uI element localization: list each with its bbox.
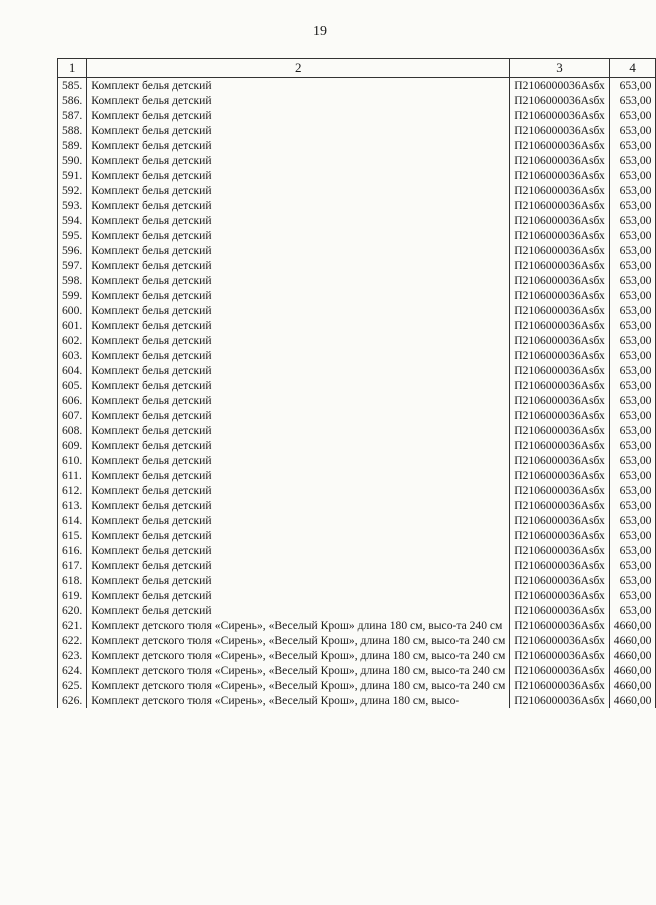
item-code: П2106000036Аsбх: [510, 588, 609, 603]
item-name: Комплект детского тюля «Сирень», «Веселый Крош» длина 180 см, высо-та 240 см: [87, 618, 510, 633]
row-number: 588.: [58, 123, 87, 138]
table-row: [58, 393, 656, 408]
row-number: 614.: [58, 513, 87, 528]
item-code: П2106000036Аsбх: [510, 693, 609, 708]
item-price: 653,00: [609, 588, 656, 603]
item-price: 653,00: [609, 183, 656, 198]
item-price: 4660,00: [609, 618, 656, 633]
item-price: 653,00: [609, 408, 656, 423]
item-name: Комплект белья детский: [87, 228, 510, 243]
item-price: 4660,00: [609, 633, 656, 648]
item-code: П2106000036Аsбх: [510, 678, 609, 693]
item-price: 653,00: [609, 273, 656, 288]
table-row: [58, 633, 656, 648]
item-name: Комплект белья детский: [87, 273, 510, 288]
item-name: Комплект белья детский: [87, 348, 510, 363]
row-number: 611.: [58, 468, 87, 483]
item-code: П2106000036Аsбх: [510, 273, 609, 288]
item-code: П2106000036Аsбх: [510, 198, 609, 213]
item-code: П2106000036Аsбх: [510, 438, 609, 453]
row-number: 612.: [58, 483, 87, 498]
table-row: [58, 513, 656, 528]
table-row: [58, 618, 656, 633]
item-code: П2106000036Аsбх: [510, 378, 609, 393]
item-code: П2106000036Аsбх: [510, 603, 609, 618]
item-name: Комплект белья детский: [87, 198, 510, 213]
row-number: 610.: [58, 453, 87, 468]
row-number: 603.: [58, 348, 87, 363]
item-price: 653,00: [609, 603, 656, 618]
item-name: Комплект белья детский: [87, 303, 510, 318]
table-row: [58, 318, 656, 333]
item-price: 653,00: [609, 513, 656, 528]
item-code: П2106000036Аsбх: [510, 408, 609, 423]
table-row: [58, 198, 656, 213]
item-code: П2106000036Аsбх: [510, 498, 609, 513]
item-price: 4660,00: [609, 693, 656, 708]
table-row: [58, 573, 656, 588]
table-row: [58, 498, 656, 513]
item-name: Комплект белья детский: [87, 318, 510, 333]
item-name: Комплект белья детский: [87, 333, 510, 348]
item-code: П2106000036Аsбх: [510, 348, 609, 363]
item-name: Комплект белья детский: [87, 573, 510, 588]
row-number: 604.: [58, 363, 87, 378]
item-name: Комплект детского тюля «Сирень», «Веселый Крош», длина 180 см, высо-та 240 см: [87, 648, 510, 663]
row-number: 620.: [58, 603, 87, 618]
item-name: Комплект белья детский: [87, 288, 510, 303]
item-code: П2106000036Аsбх: [510, 468, 609, 483]
item-code: П2106000036Аsбх: [510, 93, 609, 108]
row-number: 601.: [58, 318, 87, 333]
row-number: 595.: [58, 228, 87, 243]
table-row: [58, 78, 656, 94]
item-code: П2106000036Аsбх: [510, 153, 609, 168]
item-code: П2106000036Аsбх: [510, 528, 609, 543]
item-price: 653,00: [609, 93, 656, 108]
item-code: П2106000036Аsбх: [510, 513, 609, 528]
table-row: [58, 258, 656, 273]
table-row: [58, 648, 656, 663]
row-number: 615.: [58, 528, 87, 543]
row-number: 609.: [58, 438, 87, 453]
row-number: 608.: [58, 423, 87, 438]
item-price: 653,00: [609, 303, 656, 318]
table-row: [58, 123, 656, 138]
column-header-1: 1: [58, 59, 87, 78]
item-price: 653,00: [609, 348, 656, 363]
table-row: [58, 468, 656, 483]
item-name: Комплект белья детский: [87, 528, 510, 543]
item-code: П2106000036Аsбх: [510, 573, 609, 588]
row-number: 599.: [58, 288, 87, 303]
item-name: Комплект белья детский: [87, 498, 510, 513]
item-code: П2106000036Аsбх: [510, 108, 609, 123]
item-name: Комплект белья детский: [87, 453, 510, 468]
table-row: [58, 528, 656, 543]
table-body: [58, 78, 656, 709]
item-price: 653,00: [609, 453, 656, 468]
row-number: 605.: [58, 378, 87, 393]
row-number: 589.: [58, 138, 87, 153]
table-row: [58, 333, 656, 348]
item-name: Комплект белья детский: [87, 363, 510, 378]
table-row: [58, 678, 656, 693]
item-price: 653,00: [609, 123, 656, 138]
item-name: Комплект белья детский: [87, 588, 510, 603]
row-number: 600.: [58, 303, 87, 318]
row-number: 621.: [58, 618, 87, 633]
table-row: [58, 378, 656, 393]
item-name: Комплект белья детский: [87, 468, 510, 483]
item-name: Комплект белья детский: [87, 243, 510, 258]
row-number: 594.: [58, 213, 87, 228]
table-header-row: [58, 59, 656, 78]
item-name: Комплект белья детский: [87, 438, 510, 453]
item-price: 653,00: [609, 288, 656, 303]
item-name: Комплект белья детский: [87, 108, 510, 123]
item-code: П2106000036Аsбх: [510, 78, 609, 94]
item-code: П2106000036Аsбх: [510, 663, 609, 678]
table-row: [58, 558, 656, 573]
item-name: Комплект белья детский: [87, 93, 510, 108]
item-price: 653,00: [609, 438, 656, 453]
item-name: Комплект белья детский: [87, 408, 510, 423]
item-code: П2106000036Аsбх: [510, 618, 609, 633]
item-code: П2106000036Аsбх: [510, 288, 609, 303]
row-number: 623.: [58, 648, 87, 663]
row-number: 617.: [58, 558, 87, 573]
item-name: Комплект белья детский: [87, 378, 510, 393]
item-price: 653,00: [609, 138, 656, 153]
item-price: 653,00: [609, 168, 656, 183]
item-code: П2106000036Аsбх: [510, 483, 609, 498]
table-row: [58, 243, 656, 258]
item-price: 653,00: [609, 468, 656, 483]
item-name: Комплект детского тюля «Сирень», «Веселый Крош», длина 180 см, высо-та 240 см: [87, 633, 510, 648]
row-number: 593.: [58, 198, 87, 213]
table-row: [58, 408, 656, 423]
table-row: [58, 288, 656, 303]
row-number: 586.: [58, 93, 87, 108]
item-price: 653,00: [609, 198, 656, 213]
item-code: П2106000036Аsбх: [510, 138, 609, 153]
item-code: П2106000036Аsбх: [510, 168, 609, 183]
row-number: 606.: [58, 393, 87, 408]
row-number: 624.: [58, 663, 87, 678]
item-price: 653,00: [609, 483, 656, 498]
item-price: 653,00: [609, 423, 656, 438]
item-price: 653,00: [609, 393, 656, 408]
row-number: 587.: [58, 108, 87, 123]
item-name: Комплект белья детский: [87, 213, 510, 228]
table-row: [58, 588, 656, 603]
table-row: [58, 483, 656, 498]
item-price: 653,00: [609, 153, 656, 168]
item-code: П2106000036Аsбх: [510, 543, 609, 558]
item-code: П2106000036Аsбх: [510, 303, 609, 318]
column-header-2: 2: [87, 59, 510, 78]
item-price: 653,00: [609, 243, 656, 258]
item-price: 653,00: [609, 108, 656, 123]
item-price: 653,00: [609, 543, 656, 558]
table-row: [58, 438, 656, 453]
table-row: [58, 303, 656, 318]
item-price: 653,00: [609, 78, 656, 94]
item-name: Комплект белья детский: [87, 153, 510, 168]
item-price: 653,00: [609, 318, 656, 333]
item-name: Комплект белья детский: [87, 513, 510, 528]
column-header-4: 4: [609, 59, 656, 78]
table-row: [58, 228, 656, 243]
item-price: 4660,00: [609, 663, 656, 678]
inventory-table: [57, 58, 656, 708]
item-price: 653,00: [609, 213, 656, 228]
item-name: Комплект белья детский: [87, 78, 510, 94]
item-name: Комплект детского тюля «Сирень», «Веселый Крош», длина 180 см, высо-: [87, 693, 510, 708]
item-name: Комплект белья детский: [87, 138, 510, 153]
row-number: 602.: [58, 333, 87, 348]
item-code: П2106000036Аsбх: [510, 228, 609, 243]
table-row: [58, 108, 656, 123]
table-row: [58, 93, 656, 108]
table-row: [58, 453, 656, 468]
item-price: 653,00: [609, 333, 656, 348]
row-number: 616.: [58, 543, 87, 558]
row-number: 596.: [58, 243, 87, 258]
row-number: 619.: [58, 588, 87, 603]
item-code: П2106000036Аsбх: [510, 648, 609, 663]
item-price: 653,00: [609, 228, 656, 243]
row-number: 626.: [58, 693, 87, 708]
table-row: [58, 363, 656, 378]
item-price: 4660,00: [609, 648, 656, 663]
table-row: [58, 603, 656, 618]
item-code: П2106000036Аsбх: [510, 423, 609, 438]
item-code: П2106000036Аsбх: [510, 363, 609, 378]
item-price: 653,00: [609, 498, 656, 513]
table-row: [58, 138, 656, 153]
row-number: 625.: [58, 678, 87, 693]
table-row: [58, 348, 656, 363]
row-number: 613.: [58, 498, 87, 513]
item-name: Комплект белья детский: [87, 258, 510, 273]
table-row: [58, 663, 656, 678]
table-row: [58, 153, 656, 168]
item-price: 653,00: [609, 558, 656, 573]
item-name: Комплект белья детский: [87, 423, 510, 438]
table-row: [58, 693, 656, 708]
item-code: П2106000036Аsбх: [510, 123, 609, 138]
item-name: Комплект белья детский: [87, 603, 510, 618]
item-code: П2106000036Аsбх: [510, 558, 609, 573]
row-number: 590.: [58, 153, 87, 168]
item-name: Комплект белья детский: [87, 543, 510, 558]
item-name: Комплект детского тюля «Сирень», «Веселый Крош», длина 180 см, высо-та 240 см: [87, 663, 510, 678]
table-row: [58, 543, 656, 558]
item-code: П2106000036Аsбх: [510, 393, 609, 408]
table-row: [58, 273, 656, 288]
row-number: 585.: [58, 78, 87, 94]
item-price: 4660,00: [609, 678, 656, 693]
item-code: П2106000036Аsбх: [510, 258, 609, 273]
item-price: 653,00: [609, 378, 656, 393]
item-name: Комплект белья детский: [87, 123, 510, 138]
table-row: [58, 183, 656, 198]
row-number: 591.: [58, 168, 87, 183]
item-price: 653,00: [609, 363, 656, 378]
item-code: П2106000036Аsбх: [510, 243, 609, 258]
item-code: П2106000036Аsбх: [510, 318, 609, 333]
page-number: 19: [313, 24, 327, 39]
item-name: Комплект белья детский: [87, 483, 510, 498]
table-row: [58, 423, 656, 438]
row-number: 618.: [58, 573, 87, 588]
item-price: 653,00: [609, 258, 656, 273]
item-name: Комплект белья детский: [87, 168, 510, 183]
item-code: П2106000036Аsбх: [510, 453, 609, 468]
row-number: 607.: [58, 408, 87, 423]
item-name: Комплект белья детский: [87, 558, 510, 573]
row-number: 597.: [58, 258, 87, 273]
item-code: П2106000036Аsбх: [510, 213, 609, 228]
table-row: [58, 168, 656, 183]
row-number: 592.: [58, 183, 87, 198]
row-number: 622.: [58, 633, 87, 648]
item-code: П2106000036Аsбх: [510, 333, 609, 348]
item-price: 653,00: [609, 528, 656, 543]
table-row: [58, 213, 656, 228]
item-name: Комплект белья детский: [87, 183, 510, 198]
row-number: 598.: [58, 273, 87, 288]
item-code: П2106000036Аsбх: [510, 183, 609, 198]
item-name: Комплект детского тюля «Сирень», «Веселый Крош», длина 180 см, высо-та 240 см: [87, 678, 510, 693]
item-name: Комплект белья детский: [87, 393, 510, 408]
column-header-3: 3: [510, 59, 609, 78]
item-price: 653,00: [609, 573, 656, 588]
item-code: П2106000036Аsбх: [510, 633, 609, 648]
